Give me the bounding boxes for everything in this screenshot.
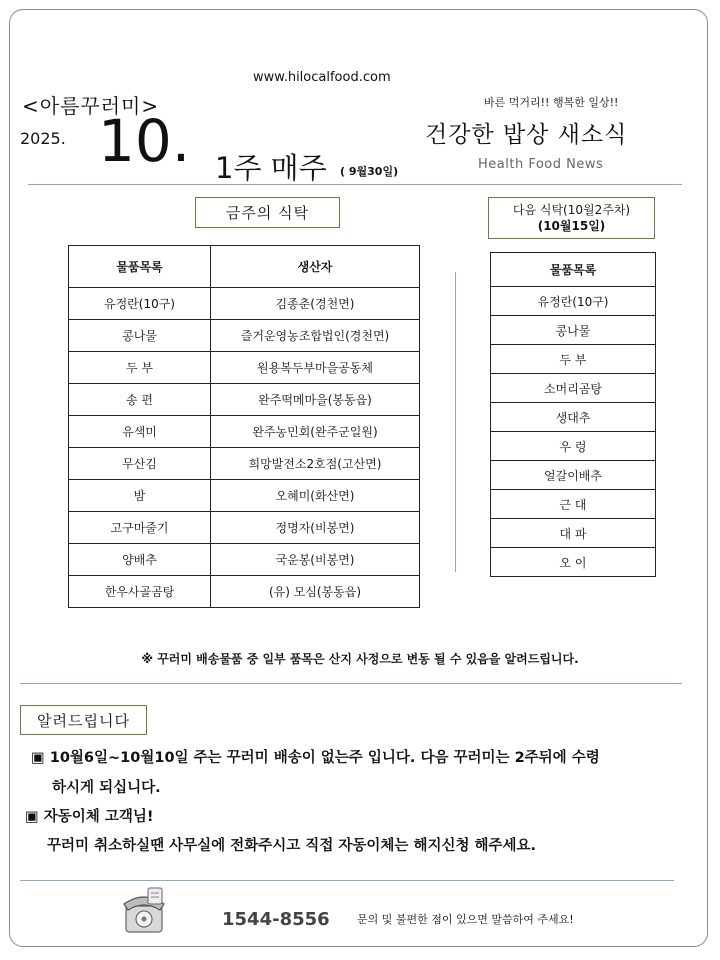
item-cell: 양배추 <box>69 544 211 576</box>
newsletter-subtitle: Health Food News <box>478 157 604 172</box>
header-divider <box>28 184 682 185</box>
table-row <box>491 519 656 548</box>
item-cell: 무산김 <box>69 448 211 480</box>
table-row <box>491 374 656 403</box>
issue-month: 10. <box>98 107 191 175</box>
announcement-line: ▣ 10월6일~10월10일 주는 꾸러미 배송이 없는주 입니다. 다음 꾸러미는 2주뒤에 수령 <box>31 750 600 766</box>
table-row <box>69 288 420 320</box>
producer-cell: 즐거운영농조합법인(경천면) <box>211 320 420 352</box>
producer-cell: 정명자(비봉면) <box>211 512 420 544</box>
next-week-table <box>490 252 656 577</box>
table-row <box>69 576 420 608</box>
producer-cell: (유) 모심(봉동읍) <box>211 576 420 608</box>
item-cell: 송 편 <box>69 384 211 416</box>
brand-name: <아름꾸러미> <box>22 94 160 118</box>
producer-cell: 오혜미(화산면) <box>211 480 420 512</box>
table-row <box>491 345 656 374</box>
table-header-row <box>69 246 420 288</box>
column-header: 생산자 <box>211 246 420 288</box>
announcement-line: 꾸러미 취소하실땐 사무실에 전화주시고 직접 자동이체는 해지신청 해주세요. <box>47 838 537 854</box>
table-row <box>69 416 420 448</box>
item-cell: 오 이 <box>491 548 656 577</box>
producer-cell: 완주떡메마을(봉동읍) <box>211 384 420 416</box>
table-row <box>69 512 420 544</box>
website-url: www.hilocalfood.com <box>253 70 391 85</box>
table-row <box>491 461 656 490</box>
announcement-line: 하시게 되십니다. <box>52 780 161 796</box>
announcement-line: ▣ 자동이체 고객님! <box>25 809 154 825</box>
item-cell: 얼갈이배추 <box>491 461 656 490</box>
issue-week: 1주 매주 <box>215 151 327 185</box>
table-row <box>69 480 420 512</box>
item-cell: 생대추 <box>491 403 656 432</box>
table-header-row <box>491 253 656 287</box>
column-header: 물품목록 <box>491 253 656 287</box>
issue-date: ( 9월30일) <box>340 165 399 178</box>
producer-cell: 김종춘(경천면) <box>211 288 420 320</box>
announcement-label: 알려드립니다 <box>20 705 147 735</box>
item-cell: 콩나물 <box>491 316 656 345</box>
telephone-icon <box>122 884 170 938</box>
item-cell: 유색미 <box>69 416 211 448</box>
contact-message: 문의 및 불편한 점이 있으면 말씀하여 주세요! <box>357 913 574 926</box>
issue-year: 2025. <box>20 129 66 148</box>
table-row <box>69 448 420 480</box>
item-cell: 근 대 <box>491 490 656 519</box>
table-row <box>491 548 656 577</box>
next-week-title: 다음 식탁(10월2주차) <box>512 203 631 217</box>
item-cell: 유정란(10구) <box>491 287 656 316</box>
column-header: 물품목록 <box>69 246 211 288</box>
item-cell: 한우사골곰탕 <box>69 576 211 608</box>
producer-cell: 국운봉(비봉면) <box>211 544 420 576</box>
table-row <box>491 403 656 432</box>
substitution-notice: ※ 꾸러미 배송물품 중 일부 품목은 산지 사정으로 변동 될 수 있음을 알려드립니다. <box>141 652 579 666</box>
producer-cell: 원용복두부마을공동체 <box>211 352 420 384</box>
item-cell: 콩나물 <box>69 320 211 352</box>
item-cell: 고구마줄기 <box>69 512 211 544</box>
producer-cell: 희망발전소2호점(고산면) <box>211 448 420 480</box>
footer-divider <box>20 880 674 881</box>
item-cell: 우 렁 <box>491 432 656 461</box>
table-row <box>491 490 656 519</box>
table-row <box>69 352 420 384</box>
producer-cell: 완주농민회(완주군일원) <box>211 416 420 448</box>
item-cell: 밤 <box>69 480 211 512</box>
table-row <box>69 544 420 576</box>
item-cell: 소머리곰탕 <box>491 374 656 403</box>
table-row <box>69 384 420 416</box>
item-cell: 두 부 <box>491 345 656 374</box>
table-row <box>491 287 656 316</box>
phone-number: 1544-8556 <box>222 909 330 930</box>
next-week-date: (10월15일) <box>537 219 606 233</box>
newsletter-title: 건강한 밥상 새소식 <box>425 122 628 148</box>
this-week-label: 금주의 식탁 <box>195 197 340 228</box>
section-divider <box>20 683 682 684</box>
item-cell: 유정란(10구) <box>69 288 211 320</box>
next-week-label <box>488 197 655 239</box>
column-divider <box>455 272 456 572</box>
table-row <box>491 316 656 345</box>
slogan: 바른 먹거리!! 행복한 일상!! <box>484 96 619 109</box>
item-cell: 두 부 <box>69 352 211 384</box>
this-week-table <box>68 245 420 608</box>
item-cell: 대 파 <box>491 519 656 548</box>
table-row <box>69 320 420 352</box>
table-row <box>491 432 656 461</box>
